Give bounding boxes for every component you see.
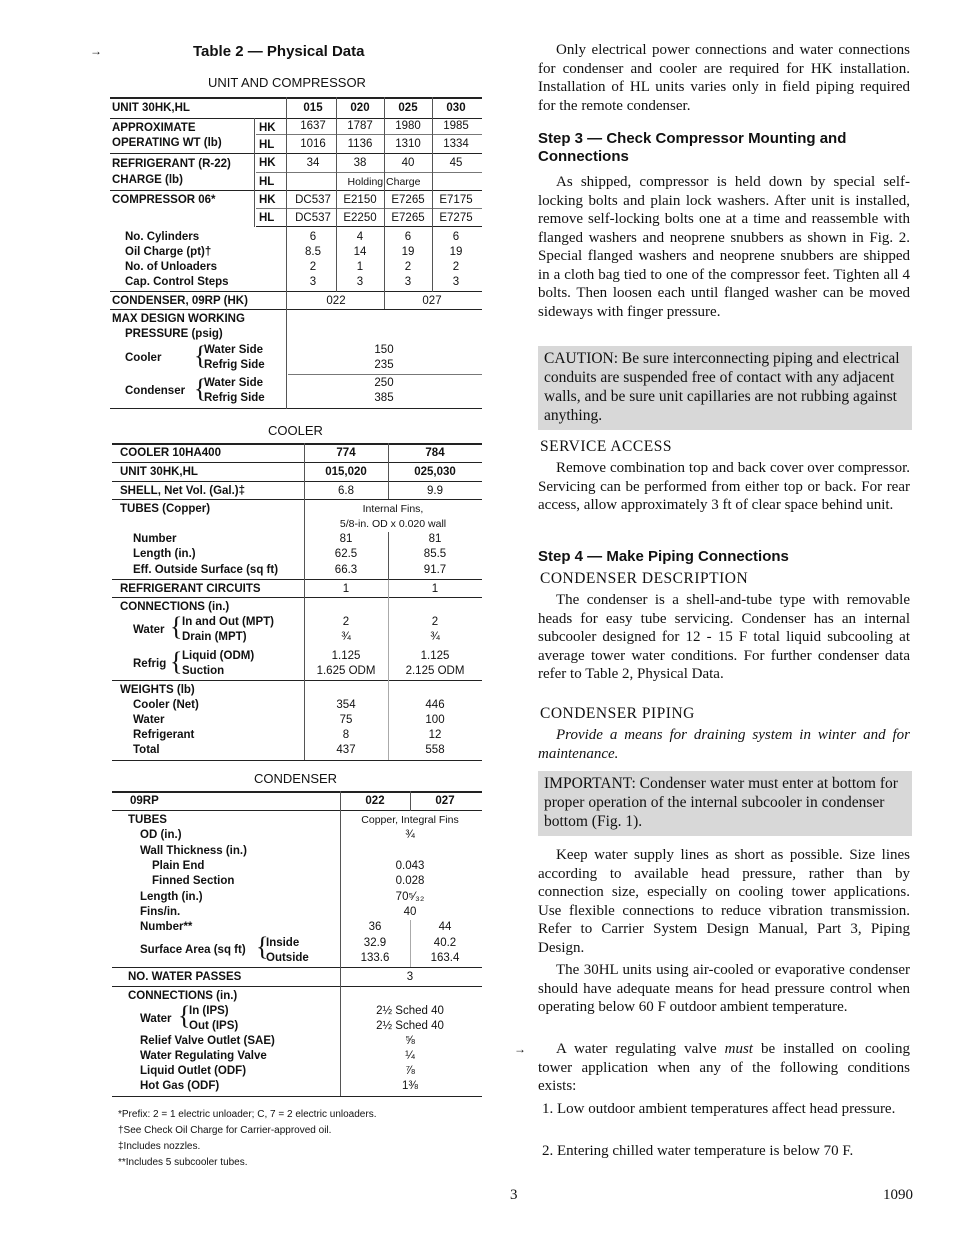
step3-paragraph: As shipped, compressor is held down by special self-locking bolts and plain lock washers. After unit is installed, remove self-locking bolts one at a time and reassemble with flanged washers and neoprene snubbers as shown in Fig. 2. Special flanged washers and neoprene snubbers are shipped in a cloth bag tied to one of the compressor feet. Tighten all 4 bolts. Then loosen each until flanged washer can be moved sideways with finger pressure.: [538, 174, 910, 320]
step4-heading: Step 4 — Make Piping Connections: [538, 548, 789, 565]
page-number: 3: [510, 1187, 518, 1203]
physical-data-table: Table 2 — Physical Data UNIT AND COMPRESSOR UNIT 30HK,HL 015 020 025 030 APPROXIMATE OPERATING WT (lb) HK HL 1637 1787 1980 1985 1016 1136 1310 1334 REFRIGERANT (R-22) CHARGE (lb) HK HL 34 38 40 45 Holding Charge COMPRESSOR 06* HK HL DC537 E2150 E7265 E7175 DC537 E2250 E7265 E7275 No. Cylinders Oil Charge (pt)† No. of Unloaders Cap. Control Steps 6 4 6 6 8.5 14 19 19 2 1 2 2 3 3 3 3 CONDENSER, 09RP (HK) 022 027 MAX DESIGN WORKING PRESSURE (psig) Cooler { Water Side Refrig Side 150 235 Condenser { Water Side Refrig Side 250 385 COOLER COOLER 10HA400 774 784 UNIT 30HK,HL 015,020 025,030 SHELL, Net Vol. (Gal.)‡ 6.8 9.9 TUBES (Copper) Internal Fins, 5/8-in. OD x 0.020 wall Number Length (in.) Eff. Outside Surface (sq ft) 81 81 62.5 85.5 66.3 91.7 REFRIGERANT CIRCUITS 1 1 CONNECTIONS (in.) Water { In and Out (MPT) Drain (MPT) 2 2 ¾ ¾ Refrig { Liquid (ODM) Suction 1.125 1.125 1.625 ODM 2.125 ODM WEIGHTS (lb) Cooler (Net) Water Refrigerant Total 354 446 75 100 8 12 437 558 CONDENSER 09RP 022 027 TUBES Copper, Integral Fins OD (in.) ¾ Wall Thickness (in.) Plain End 0.043 Finned Section 0.028 Length (in.) 70⁵⁄₃₂ Fins/in. 40 Number** 36 44 Surface Area (sq ft) { Inside Outside 32.9 40.2 133.6 163.4 NO. WATER PASSES 3 CONNECTIONS (in.) Water { In (IPS) Out (IPS) 2½ Sched 40 2½ Sched 40 Relief Valve Outlet (SAE) ⅝ Water Regulating Valve ¼ Liquid Outlet (ODF) ⅞ Hot Gas (ODF) 1⅜ *Prefix: 2 = 1 electric unloader; C, 7 = 2 electric unloaders. †See Check Oil Charge for Carrier-approved oil. ‡Includes nozzles. **Includes 5 subcooler tubes.: [108, 0, 488, 1235]
water-supply-paragraph: Keep water supply lines as short as possible. Size lines according to available head pressure, rather than by connection size, especially on cooling tower applications. Use flexible connections to reduce vibration transmission. Refer to Carrier System Design Manual, Part 3, Piping Design.: [538, 847, 910, 956]
text-column: [538, 0, 916, 1235]
service-paragraph: Remove combination top and back cover over compressor. Servicing can be performed from either top or back. For rear access, allow approximately 3 ft of clear space behind unit.: [538, 460, 910, 513]
condenser-piping-heading: CONDENSER PIPING: [540, 705, 695, 722]
document-number: 1090: [883, 1187, 913, 1203]
margin-arrow-right: →: [514, 1042, 526, 1056]
unit-label: UNIT 30HK,HL: [112, 102, 190, 114]
cooler-heading: COOLER: [268, 423, 323, 438]
step3-heading: Step 3 — Check Compressor Mounting and Connections: [538, 130, 847, 165]
intro-paragraph: Only electrical power connections and water connections for condenser and cooler are required for HK installation. Installation of HL units varies only in field piping required for the remote condenser.: [538, 42, 910, 114]
list-item: 1. Low outdoor ambient temperatures affect head pressure.: [542, 1101, 896, 1117]
valve-paragraph: A water regulating valve must be installed on cooling tower application when any of the following conditions exists:: [538, 1041, 910, 1094]
condenser-piping-note: Provide a means for draining system in winter and for maintenance.: [538, 727, 910, 762]
caution-box: CAUTION: Be sure interconnecting piping and electrical conduits are suspended free of contact with any adjacent walls, and be sure unit capillaries are not rubbing against anything.: [538, 346, 912, 430]
30hl-paragraph: The 30HL units using air-cooled or evaporative condenser should have adequate means for head pressure control when operating below 60 F outdoor ambient temperature.: [538, 962, 910, 1015]
unit-compressor-heading: UNIT AND COMPRESSOR: [208, 75, 366, 90]
margin-arrow-left: →: [90, 44, 102, 58]
condenser-heading: CONDENSER: [254, 771, 338, 786]
list-item: 2. Entering chilled water temperature is below 70 F.: [542, 1143, 854, 1159]
important-box: IMPORTANT: Condenser water must enter at bottom for proper operation of the internal subcooler in condenser bottom (Fig. 1).: [538, 771, 912, 836]
condenser-description-heading: CONDENSER DESCRIPTION: [540, 570, 749, 587]
condenser-description-paragraph: The condenser is a shell-and-tube type with removable heads for easy tube servicing. Condenser has an internal subcooler designed for 12 - 15 F total liquid subcooling at average tower water conditions. For further condenser data refer to Table 2, Physical Data.: [538, 592, 910, 682]
table-title: Table 2 — Physical Data: [193, 43, 365, 60]
service-access-heading: SERVICE ACCESS: [540, 438, 672, 455]
